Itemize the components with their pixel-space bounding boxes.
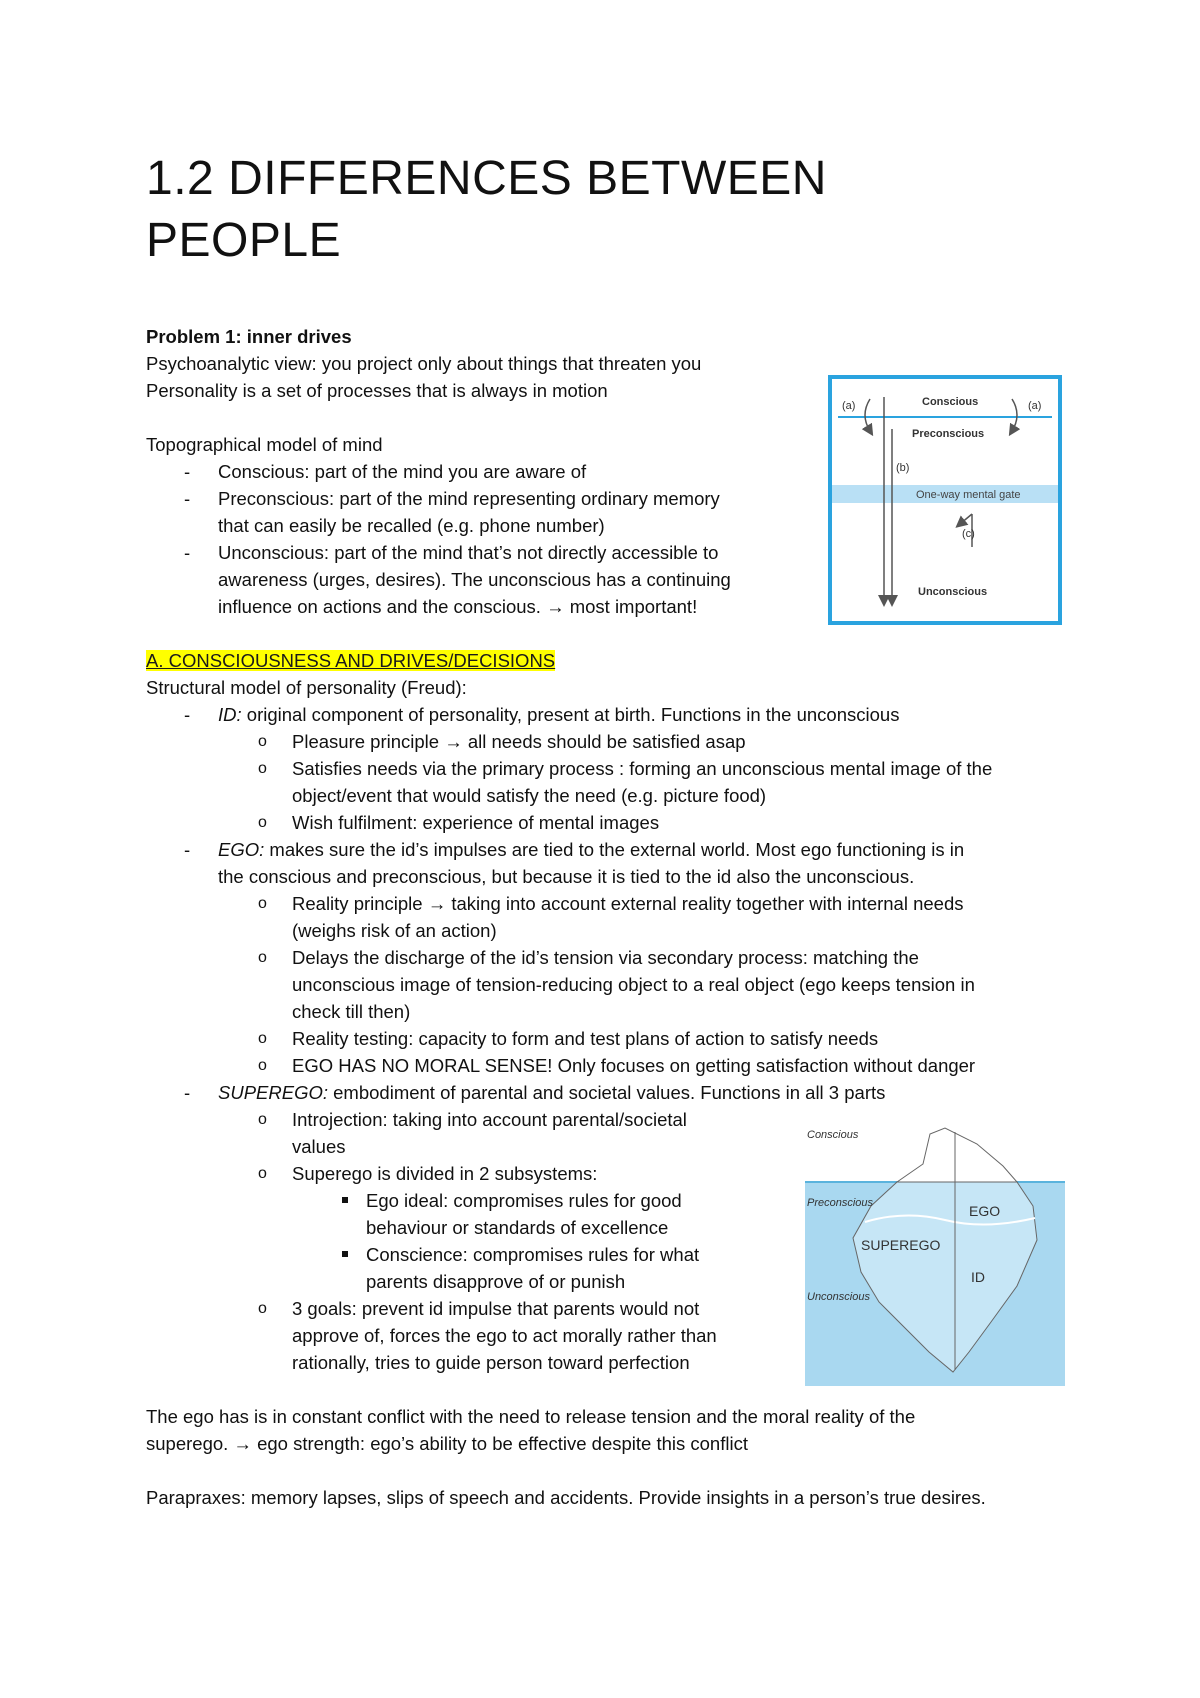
dash-bullet: - xyxy=(184,1082,191,1103)
ego-ideal-2: behaviour or standards of excellence xyxy=(366,1217,669,1238)
circle-bullet: o xyxy=(258,1057,267,1074)
ego-sub-2b: unconscious image of tension-reducing object to a real object (ego keeps tension in xyxy=(292,974,975,995)
topographical-diagram xyxy=(828,375,1062,625)
dash-bullet: - xyxy=(184,542,191,563)
id-sub-2b: object/event that would satisfy the need (e.g. picture food) xyxy=(292,785,767,806)
ego-sub-4: EGO HAS NO MORAL SENSE! Only focuses on getting satisfaction without danger xyxy=(292,1055,976,1076)
label-c: (c) xyxy=(962,528,975,540)
topo-conscious: Conscious: part of the mind you are aware of xyxy=(218,461,587,482)
id-sub-1: Pleasure principle → all needs should be satisfied asap xyxy=(292,731,746,752)
label-gate: One-way mental gate xyxy=(916,489,1021,501)
arrow-c-head xyxy=(960,514,972,524)
id-sub-2a: Satisfies needs via the primary process : forming an unconscious mental image of the xyxy=(292,758,993,779)
topo-unconscious-3: influence on actions and the conscious. → most important! xyxy=(218,596,698,617)
page-title xyxy=(146,148,946,272)
circle-bullet: o xyxy=(258,1111,267,1128)
label-b: (b) xyxy=(896,462,910,474)
label-preconscious: Preconscious xyxy=(912,428,985,440)
section-a-heading: A. CONSCIOUSNESS AND DRIVES/DECISIONS xyxy=(146,650,556,671)
title-line-1: 1.2 DIFFERENCES BETWEEN xyxy=(146,152,827,205)
ego-text: makes sure the id’s impulses are tied to the external world. Most ego functioning is in xyxy=(264,839,965,860)
ego-line-2: the conscious and preconscious, but because it is tied to the id also the unconscious. xyxy=(218,866,915,887)
circle-bullet: o xyxy=(258,1165,267,1182)
problem-heading: Problem 1: inner drives xyxy=(146,326,352,347)
superego-introjection-1: Introjection: taking into account parental/societal xyxy=(292,1109,687,1130)
superego-goals-2: approve of, forces the ego to act morally rather than xyxy=(292,1325,717,1346)
dash-bullet: - xyxy=(184,488,191,509)
topo-preconscious-1: Preconscious: part of the mind representing ordinary memory xyxy=(218,488,720,509)
iceberg-svg xyxy=(805,1126,1065,1386)
title-line-2: PEOPLE xyxy=(146,214,342,267)
iceberg-diagram xyxy=(805,1126,1065,1386)
section-a-heading-wrap xyxy=(146,648,555,674)
ego-sub-1a: Reality principle → taking into account external reality together with internal needs xyxy=(292,893,964,914)
dash-bullet: - xyxy=(184,704,191,725)
ego-sub-2c: check till then) xyxy=(292,1001,411,1022)
arrow-a-left xyxy=(865,399,870,431)
label-iceberg-conscious: Conscious xyxy=(807,1129,859,1141)
superego-goals-1: 3 goals: prevent id impulse that parents would not xyxy=(292,1298,700,1319)
dash-bullet: - xyxy=(184,461,191,482)
circle-bullet: o xyxy=(258,949,267,966)
circle-bullet: o xyxy=(258,1030,267,1047)
circle-bullet: o xyxy=(258,733,267,750)
arrow-a-right xyxy=(1012,399,1017,431)
circle-bullet: o xyxy=(258,760,267,777)
ego-sub-2a: Delays the discharge of the id’s tension via secondary process: matching the xyxy=(292,947,919,968)
conscience-1: Conscience: compromises rules for what xyxy=(366,1244,700,1265)
structural-model: Structural model of personality (Freud): xyxy=(146,677,467,698)
superego-divided: Superego is divided in 2 subsystems: xyxy=(292,1163,598,1184)
label-ego: EGO xyxy=(969,1203,1001,1219)
conflict-line-1: The ego has is in constant conflict with the need to release tension and the moral reality of the xyxy=(146,1406,916,1427)
label-a-left: (a) xyxy=(842,400,856,412)
circle-bullet: o xyxy=(258,814,267,831)
topo-preconscious-2: that can easily be recalled (e.g. phone number) xyxy=(218,515,605,536)
parapraxes: Parapraxes: memory lapses, slips of speech and accidents. Provide insights in a person’s true desires. xyxy=(146,1487,986,1508)
label-a-right: (a) xyxy=(1028,400,1042,412)
superego-goals-3: rationally, tries to guide person toward perfection xyxy=(292,1352,690,1373)
superego-label: SUPEREGO: xyxy=(218,1082,328,1103)
label-iceberg-preconscious: Preconscious xyxy=(807,1197,874,1209)
dash-bullet: - xyxy=(184,839,191,860)
circle-bullet: o xyxy=(258,1300,267,1317)
label-conscious: Conscious xyxy=(922,396,979,408)
label-superego: SUPEREGO xyxy=(861,1237,941,1253)
superego-line xyxy=(218,1080,885,1106)
topo-unconscious-1: Unconscious: part of the mind that’s not directly accessible to xyxy=(218,542,719,563)
intro-line-2: Personality is a set of processes that is always in motion xyxy=(146,380,608,401)
id-text: original component of personality, present at birth. Functions in the unconscious xyxy=(241,704,900,725)
ego-sub-1b: (weighs risk of an action) xyxy=(292,920,497,941)
intro-line-1: Psychoanalytic view: you project only about things that threaten you xyxy=(146,353,702,374)
conscience-2: parents disapprove of or punish xyxy=(366,1271,626,1292)
ego-sub-3: Reality testing: capacity to form and test plans of action to satisfy needs xyxy=(292,1028,879,1049)
superego-text: embodiment of parental and societal values. Functions in all 3 parts xyxy=(328,1082,886,1103)
id-sub-3: Wish fulfilment: experience of mental images xyxy=(292,812,660,833)
topographical-heading: Topographical model of mind xyxy=(146,434,383,455)
label-id: ID xyxy=(971,1269,985,1285)
label-unconscious: Unconscious xyxy=(918,586,988,598)
square-bullet xyxy=(342,1251,348,1257)
circle-bullet: o xyxy=(258,895,267,912)
superego-introjection-2: values xyxy=(292,1136,346,1157)
ego-line-1 xyxy=(218,837,964,863)
topo-unconscious-2: awareness (urges, desires). The unconscious has a continuing xyxy=(218,569,731,590)
iceberg-tip xyxy=(897,1128,1017,1182)
square-bullet xyxy=(342,1197,348,1203)
id-label: ID: xyxy=(218,704,242,725)
ego-ideal-1: Ego ideal: compromises rules for good xyxy=(366,1190,682,1211)
label-iceberg-unconscious: Unconscious xyxy=(807,1291,870,1303)
ego-label: EGO: xyxy=(218,839,265,860)
id-line xyxy=(218,702,899,728)
conflict-line-2: superego. → ego strength: ego’s ability to be effective despite this conflict xyxy=(146,1433,748,1454)
topographical-diagram-svg xyxy=(832,379,1058,621)
